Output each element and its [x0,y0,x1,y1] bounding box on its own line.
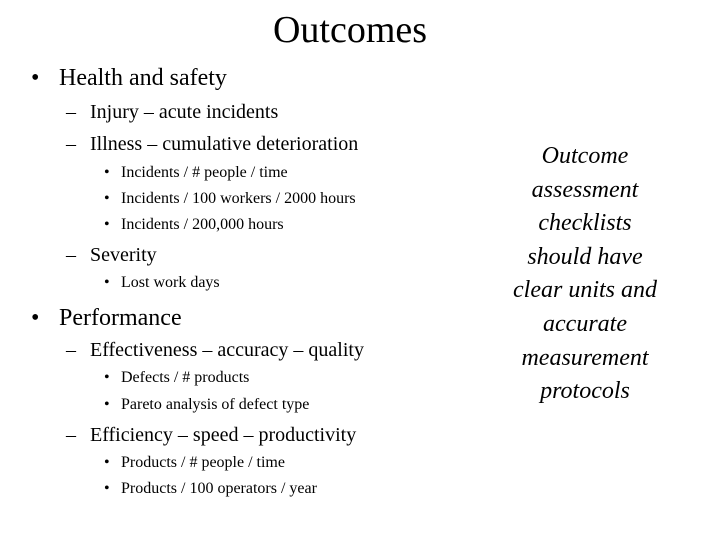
bullet-marker: • [104,190,110,207]
metric-label: Defects / # products [121,369,250,386]
metric-item [104,215,284,235]
outline-subitem-severity [66,243,157,267]
outline-subitem-label: Efficiency – speed – productivity [90,424,357,446]
callout-line: accurate [543,310,627,337]
bullet-marker: • [104,396,110,413]
dash-marker: – [66,244,76,266]
dash-marker: – [66,424,76,446]
metric-label: Lost work days [121,274,220,291]
dash-marker: – [66,133,76,155]
outline-subitem-effectiveness [66,338,364,362]
dash-marker: – [66,339,76,361]
metric-item [104,273,220,293]
metric-label: Incidents / 200,000 hours [121,216,284,233]
metric-item [104,163,288,183]
metric-label: Products / # people / time [121,454,285,471]
dash-marker: – [66,101,76,123]
metric-label: Incidents / # people / time [121,164,288,181]
outline-item-label: Performance [59,305,182,331]
outline-subitem-efficiency [66,423,357,447]
bullet-marker: • [104,274,110,291]
callout-line: checklists [538,210,632,237]
metric-item [104,368,250,388]
outline-item-performance [31,304,182,332]
bullet-marker: • [104,164,110,181]
metric-label: Pareto analysis of defect type [121,396,310,413]
bullet-marker: • [31,305,40,331]
metric-label: Products / 100 operators / year [121,480,317,497]
metric-item [104,189,356,209]
bullet-marker: • [104,454,110,471]
bullet-marker: • [31,65,40,91]
outline-subitem-injury [66,100,279,124]
outline-subitem-label: Illness – cumulative deterioration [90,133,359,155]
slide-title: Outcomes [272,9,428,51]
callout-text [494,140,676,409]
callout-line: assessment [531,176,639,203]
outline-item-label: Health and safety [59,65,227,91]
callout-line: should have [527,243,643,270]
outline-subitem-label: Severity [90,244,157,266]
metric-item [104,395,310,415]
bullet-marker: • [104,369,110,386]
metric-label: Incidents / 100 workers / 2000 hours [121,190,356,207]
outline-item-health-and-safety [31,64,227,92]
callout-line: Outcome [541,143,629,169]
outline-subitem-label: Injury – acute incidents [90,101,279,123]
callout-line: protocols [540,378,630,405]
callout-line: measurement [521,344,649,371]
bullet-marker: • [104,216,110,233]
metric-item [104,453,285,473]
outline-subitem-label: Effectiveness – accuracy – quality [90,339,364,361]
metric-item [104,479,317,499]
outline-subitem-illness [66,132,359,156]
callout-line: clear units and [513,277,657,304]
bullet-marker: • [104,480,110,497]
